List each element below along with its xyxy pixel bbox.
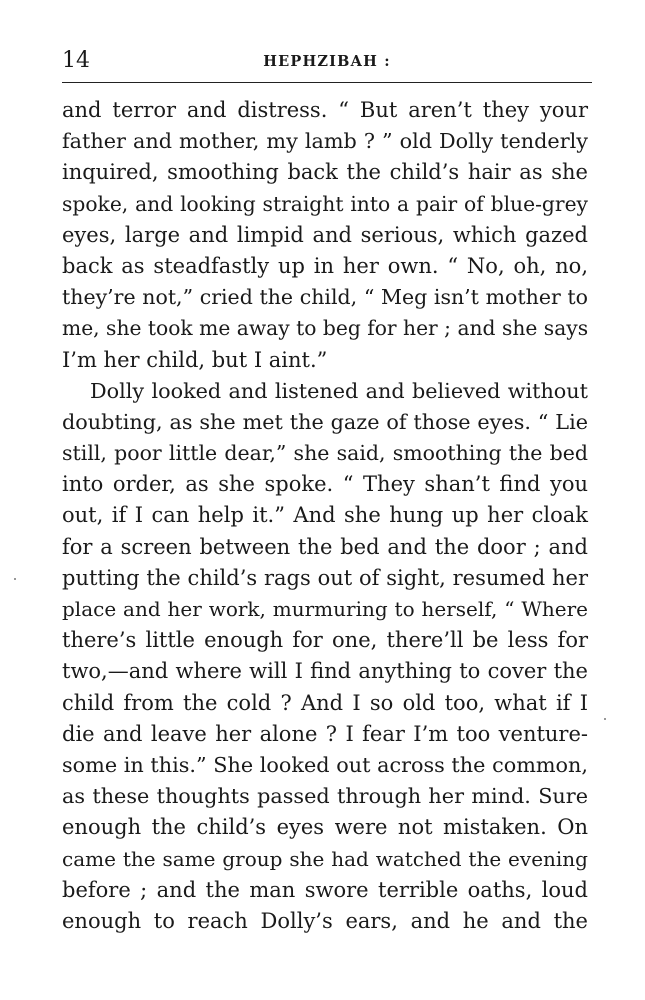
text-line: before ; and the man swore terrible oaths, loud [62,877,588,902]
text-line: enough to reach Dolly’s ears, and he and the [62,908,588,933]
text-line: as these thoughts passed through her mind. Sure [62,784,588,809]
text-line: came the same group she had watched the evening [62,846,588,871]
text-line: die and leave her alone ? I fear I’m too venture- [62,721,588,746]
text-line: putting the child’s rags out of sight, resumed her [62,565,588,590]
header-rule [62,82,592,83]
text-line: doubting, as she met the gaze of those eyes. “ Lie [62,409,588,434]
paper-speck [604,718,606,720]
text-line: back as steadfastly up in her own. “ No, oh, no, [62,253,588,278]
text-line: father and mother, my lamb ? ” old Dolly tenderly [62,129,588,154]
text-line: place and her work, murmuring to herself, “ Where [62,597,588,621]
text-line: spoke, and looking straight into a pair of blue-grey [62,191,588,216]
text-line: some in this.” She looked out across the common, [62,752,588,777]
text-line: enough the child’s eyes were not mistaken. On [62,815,588,840]
paper-speck [14,578,16,580]
text-line: two,—and where will I find anything to cover the [62,659,588,684]
text-line: inquired, smoothing back the child’s hair as she [62,160,588,185]
text-line: I’m her child, but I aint.” [62,347,328,372]
text-line: Dolly looked and listened and believed without [90,378,588,403]
text-line: for a screen between the bed and the door ; and [62,534,588,559]
text-line: eyes, large and limpid and serious, which gazed [62,222,588,247]
text-line: still, poor little dear,” she said, smoothing the bed [62,441,588,466]
text-line: there’s little enough for one, there’ll be less for [62,628,588,653]
page-number: 14 [62,48,90,73]
text-line: child from the cold ? And I so old too, what if I [62,690,588,715]
text-line: into order, as she spoke. “ They shan’t find you [62,472,588,497]
text-line: they’re not,” cried the child, “ Meg isn’t mother to [62,285,588,310]
text-line: out, if I can help it.” And she hung up her cloak [62,503,588,528]
body-text [62,95,588,937]
running-title: HEPHZIBAH : [263,53,391,70]
text-line: and terror and distress. “ But aren’t they your [62,98,588,122]
text-line: me, she took me away to beg for her ; and she says [62,316,589,341]
page-header [62,48,592,74]
